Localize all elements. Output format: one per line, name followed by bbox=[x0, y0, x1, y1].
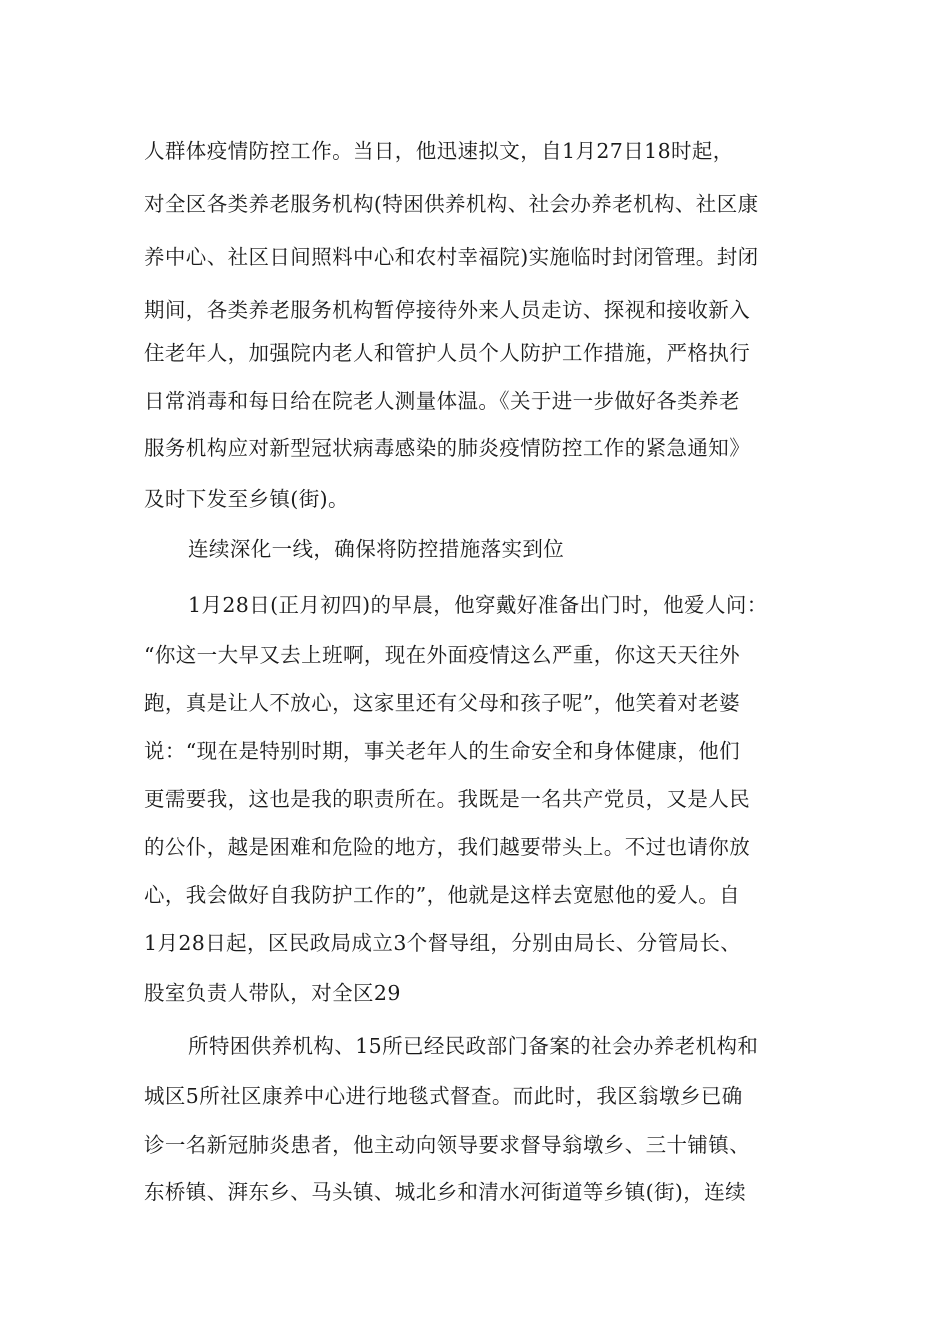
text-line: 城区5所社区康养中心进行地毯式督查。而此时，我区翁墩乡已确 bbox=[144, 1084, 743, 1108]
text-line: “你这一大早又去上班啊，现在外面疫情这么严重，你这天天往外 bbox=[144, 643, 741, 667]
text-line: 日常消毒和每日给在院老人测量体温。《关于进一步做好各类养老 bbox=[144, 389, 740, 413]
text-line: 1月28日起，区民政局成立3个督导组，分别由局长、分管局长、 bbox=[144, 931, 742, 955]
text-line: 更需要我，这也是我的职责所在。我既是一名共产党员，又是人民 bbox=[144, 787, 751, 811]
text-line: 对全区各类养老服务机构(特困供养机构、社会办养老机构、社区康 bbox=[144, 192, 759, 216]
text-line: 及时下发至乡镇(街)。 bbox=[144, 487, 349, 511]
text-line: 养中心、社区日间照料中心和农村幸福院)实施临时封闭管理。封闭 bbox=[144, 245, 759, 269]
text-line: 人群体疫情防控工作。当日，他迅速拟文，自1月27日18时起， bbox=[144, 139, 734, 163]
text-line: 所特困供养机构、15所已经民政部门备案的社会办养老机构和 bbox=[188, 1034, 759, 1058]
text-line: 诊一名新冠肺炎患者，他主动向领导要求督导翁墩乡、三十铺镇、 bbox=[144, 1133, 751, 1157]
text-line: 住老年人，加强院内老人和管护人员个人防护工作措施，严格执行 bbox=[144, 341, 751, 365]
text-line: 期间，各类养老服务机构暂停接待外来人员走访、探视和接收新入 bbox=[144, 298, 751, 322]
section-heading: 连续深化一线，确保将防控措施落实到位 bbox=[188, 537, 565, 561]
text-line: 1月28日(正月初四)的早晨，他穿戴好准备出门时，他爱人问： bbox=[188, 593, 768, 617]
text-line: 跑，真是让人不放心，这家里还有父母和孩子呢”，他笑着对老婆 bbox=[144, 691, 741, 715]
text-line: 心，我会做好自我防护工作的”，他就是这样去宽慰他的爱人。自 bbox=[144, 883, 741, 907]
text-line: 的公仆，越是困难和危险的地方，我们越要带头上。不过也请你放 bbox=[144, 835, 751, 859]
text-line: 服务机构应对新型冠状病毒感染的肺炎疫情防控工作的紧急通知》 bbox=[144, 436, 751, 460]
text-line: 说：“现在是特别时期，事关老年人的生命安全和身体健康，他们 bbox=[144, 739, 741, 763]
text-line: 东桥镇、湃东乡、马头镇、城北乡和清水河街道等乡镇(街)，连续 bbox=[144, 1180, 746, 1204]
text-line: 股室负责人带队，对全区29 bbox=[144, 981, 401, 1005]
